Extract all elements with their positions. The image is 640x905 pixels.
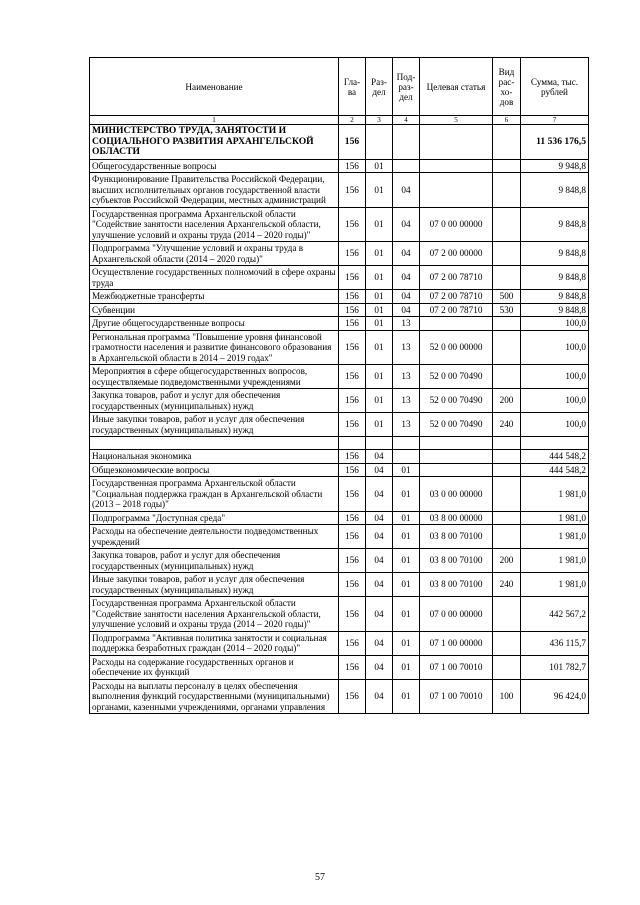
row-glava: 156	[339, 477, 366, 512]
row-sum: 100,0	[521, 317, 589, 331]
row-name: Межбюджетные трансферты	[90, 290, 339, 304]
row-glava: 156	[339, 511, 366, 525]
header-name: Наименование	[90, 58, 339, 116]
row-target: 07 2 00 78710	[420, 266, 493, 290]
row-vid	[493, 330, 521, 365]
table-row	[90, 242, 589, 266]
row-razdel: 01	[366, 303, 393, 317]
table-row	[90, 389, 589, 413]
row-name: Закупка товаров, работ и услуг для обеспечения государственных (муниципальных) нужд	[90, 389, 339, 413]
row-razdel: 01	[366, 266, 393, 290]
col-number: 7	[521, 116, 589, 125]
row-vid	[493, 597, 521, 632]
row-glava: 156	[339, 549, 366, 573]
row-glava: 156	[339, 290, 366, 304]
row-target	[420, 437, 493, 450]
column-number-row	[90, 116, 589, 125]
row-podrazdel	[393, 450, 420, 464]
row-glava: 156	[339, 365, 366, 389]
row-razdel: 01	[366, 365, 393, 389]
row-razdel: 01	[366, 317, 393, 331]
row-razdel: 04	[366, 463, 393, 477]
table-row	[90, 631, 589, 655]
row-podrazdel: 01	[393, 549, 420, 573]
row-sum: 444 548,2	[521, 463, 589, 477]
row-podrazdel: 01	[393, 525, 420, 549]
row-glava: 156	[339, 159, 366, 173]
row-target: 52 0 00 00000	[420, 330, 493, 365]
row-vid	[493, 450, 521, 464]
table-row	[90, 679, 589, 714]
col-number: 3	[366, 116, 393, 125]
row-podrazdel: 04	[393, 173, 420, 208]
row-target	[420, 317, 493, 331]
row-vid: 200	[493, 389, 521, 413]
row-name: Расходы на содержание государственных органов и обеспечение их функций	[90, 655, 339, 679]
table-row	[90, 655, 589, 679]
row-name: Мероприятия в сфере общегосударственных вопросов, осуществляемые подведомственными учреждениями	[90, 365, 339, 389]
row-glava: 156	[339, 573, 366, 597]
table-row	[90, 597, 589, 632]
row-name	[90, 437, 339, 450]
row-glava: 156	[339, 317, 366, 331]
row-razdel: 04	[366, 450, 393, 464]
row-vid	[493, 463, 521, 477]
row-target	[420, 463, 493, 477]
row-sum: 1 981,0	[521, 525, 589, 549]
row-glava: 156	[339, 463, 366, 477]
row-glava: 156	[339, 207, 366, 242]
row-target	[420, 450, 493, 464]
row-target: 52 0 00 70490	[420, 413, 493, 437]
row-sum	[521, 437, 589, 450]
row-razdel: 01	[366, 159, 393, 173]
row-podrazdel	[393, 159, 420, 173]
row-podrazdel: 13	[393, 317, 420, 331]
row-glava: 156	[339, 389, 366, 413]
row-razdel: 04	[366, 597, 393, 632]
row-target: 07 0 00 00000	[420, 207, 493, 242]
row-name: Подпрограмма "Улучшение условий и охраны труда в Архангельской области (2014 – 2020 годы)"	[90, 242, 339, 266]
row-name: Закупка товаров, работ и услуг для обеспечения государственных (муниципальных) нужд	[90, 549, 339, 573]
row-razdel: 01	[366, 242, 393, 266]
row-name: Расходы на обеспечение деятельности подведомственных учреждений	[90, 525, 339, 549]
row-vid	[493, 365, 521, 389]
table-row	[90, 317, 589, 331]
row-target: 03 8 00 70100	[420, 525, 493, 549]
row-sum: 9 848,8	[521, 303, 589, 317]
row-sum: 101 782,7	[521, 655, 589, 679]
col-number: 5	[420, 116, 493, 125]
table-row	[90, 413, 589, 437]
header-sum: Сумма, тыс. рублей	[521, 58, 589, 116]
row-name: Иные закупки товаров, работ и услуг для обеспечения государственных (муниципальных) нужд	[90, 413, 339, 437]
row-glava: 156	[339, 655, 366, 679]
row-podrazdel: 04	[393, 207, 420, 242]
table-row	[90, 511, 589, 525]
table-row	[90, 450, 589, 464]
row-sum: 444 548,2	[521, 450, 589, 464]
row-podrazdel: 04	[393, 242, 420, 266]
row-glava: 156	[339, 266, 366, 290]
row-target: 07 1 00 70010	[420, 679, 493, 714]
row-vid: 240	[493, 573, 521, 597]
row-name: Государственная программа Архангельской области "Содействие занятости населения Архангельской области, улучшение условий и охраны труда (2014 – 2020 годы)"	[90, 597, 339, 632]
row-name: Иные закупки товаров, работ и услуг для обеспечения государственных (муниципальных) нужд	[90, 573, 339, 597]
row-name: МИНИСТЕРСТВО ТРУДА, ЗАНЯТОСТИ И СОЦИАЛЬНОГО РАЗВИТИЯ АРХАНГЕЛЬСКОЙ ОБЛАСТИ	[90, 125, 339, 160]
row-razdel: 04	[366, 511, 393, 525]
row-sum: 9 948,8	[521, 159, 589, 173]
row-name: Государственная программа Архангельской области "Содействие занятости населения Архангельской области, улучшение условий и охраны труда (2014 – 2020 годы)"	[90, 207, 339, 242]
row-razdel: 01	[366, 207, 393, 242]
row-sum: 9 848,8	[521, 266, 589, 290]
row-name: Национальная экономика	[90, 450, 339, 464]
row-vid: 500	[493, 290, 521, 304]
row-name: Субвенции	[90, 303, 339, 317]
table-row	[90, 173, 589, 208]
table-row	[90, 159, 589, 173]
table-row	[90, 207, 589, 242]
row-name: Подпрограмма "Доступная среда"	[90, 511, 339, 525]
row-glava: 156	[339, 525, 366, 549]
row-name: Функционирование Правительства Российской Федерации, высших исполнительных органов государственной власти субъектов Российской Федерации, местных администраций	[90, 173, 339, 208]
row-glava: 156	[339, 125, 366, 160]
row-name: Подпрограмма "Активная политика занятости и социальная поддержка безработных граждан (2014 – 2020 годы)"	[90, 631, 339, 655]
row-sum: 1 981,0	[521, 477, 589, 512]
row-podrazdel: 01	[393, 573, 420, 597]
row-target: 03 8 00 70100	[420, 549, 493, 573]
row-vid: 100	[493, 679, 521, 714]
row-glava: 156	[339, 631, 366, 655]
row-name: Осуществление государственных полномочий в сфере охраны труда	[90, 266, 339, 290]
row-podrazdel: 01	[393, 597, 420, 632]
row-podrazdel: 01	[393, 631, 420, 655]
row-vid	[493, 631, 521, 655]
row-vid: 200	[493, 549, 521, 573]
row-vid	[493, 511, 521, 525]
row-vid	[493, 159, 521, 173]
row-target: 03 0 00 00000	[420, 477, 493, 512]
row-sum: 1 981,0	[521, 511, 589, 525]
row-podrazdel: 01	[393, 679, 420, 714]
row-glava: 156	[339, 450, 366, 464]
row-target: 03 8 00 70100	[420, 573, 493, 597]
row-sum: 100,0	[521, 330, 589, 365]
row-razdel	[366, 125, 393, 160]
row-target: 03 8 00 00000	[420, 511, 493, 525]
row-vid	[493, 317, 521, 331]
row-vid	[493, 525, 521, 549]
row-target	[420, 173, 493, 208]
row-sum: 442 567,2	[521, 597, 589, 632]
row-razdel	[366, 437, 393, 450]
table-row	[90, 303, 589, 317]
row-vid	[493, 655, 521, 679]
row-sum: 100,0	[521, 389, 589, 413]
row-name: Общеэкономические вопросы	[90, 463, 339, 477]
row-target: 07 0 00 00000	[420, 597, 493, 632]
col-number: 1	[90, 116, 339, 125]
row-razdel: 01	[366, 173, 393, 208]
row-sum: 9 848,8	[521, 242, 589, 266]
row-name: Общегосударственные вопросы	[90, 159, 339, 173]
row-razdel: 04	[366, 477, 393, 512]
row-razdel: 04	[366, 525, 393, 549]
row-target: 07 2 00 78710	[420, 303, 493, 317]
row-sum: 9 848,8	[521, 290, 589, 304]
row-vid	[493, 242, 521, 266]
row-podrazdel: 13	[393, 365, 420, 389]
row-razdel: 04	[366, 679, 393, 714]
row-podrazdel: 01	[393, 655, 420, 679]
row-sum: 100,0	[521, 365, 589, 389]
row-target: 52 0 00 70490	[420, 389, 493, 413]
row-sum: 11 536 176,5	[521, 125, 589, 160]
row-podrazdel: 13	[393, 413, 420, 437]
row-glava: 156	[339, 242, 366, 266]
header-razdel: Раз-дел	[366, 58, 393, 116]
table-row	[90, 573, 589, 597]
row-sum: 9 848,8	[521, 207, 589, 242]
row-razdel: 04	[366, 631, 393, 655]
row-name: Региональная программа "Повышение уровня финансовой грамотности населения и развитие финансового образования в Архангельской области в 2014 – 2019 годах"	[90, 330, 339, 365]
budget-table	[89, 57, 589, 714]
row-vid	[493, 266, 521, 290]
row-name: Другие общегосударственные вопросы	[90, 317, 339, 331]
row-podrazdel: 13	[393, 330, 420, 365]
row-target: 07 1 00 00000	[420, 631, 493, 655]
col-number: 6	[493, 116, 521, 125]
row-target: 07 1 00 70010	[420, 655, 493, 679]
row-glava: 156	[339, 413, 366, 437]
table-row	[90, 365, 589, 389]
row-vid	[493, 173, 521, 208]
row-razdel: 01	[366, 330, 393, 365]
row-razdel: 01	[366, 290, 393, 304]
header-row	[90, 58, 589, 116]
table-row	[90, 525, 589, 549]
row-sum: 96 424,0	[521, 679, 589, 714]
row-vid	[493, 477, 521, 512]
row-sum: 436 115,7	[521, 631, 589, 655]
table-row	[90, 463, 589, 477]
row-target: 07 2 00 00000	[420, 242, 493, 266]
row-sum: 100,0	[521, 413, 589, 437]
header-vid: Вид рас-хо-дов	[493, 58, 521, 116]
row-vid: 240	[493, 413, 521, 437]
row-vid	[493, 437, 521, 450]
table-row	[90, 549, 589, 573]
row-podrazdel: 04	[393, 266, 420, 290]
row-podrazdel: 04	[393, 303, 420, 317]
row-vid	[493, 207, 521, 242]
row-sum: 9 848,8	[521, 173, 589, 208]
table-row	[90, 125, 589, 160]
row-target: 07 2 00 78710	[420, 290, 493, 304]
row-glava: 156	[339, 330, 366, 365]
table-row	[90, 266, 589, 290]
row-podrazdel: 04	[393, 290, 420, 304]
table-row	[90, 437, 589, 450]
row-glava	[339, 437, 366, 450]
row-razdel: 01	[366, 413, 393, 437]
row-target	[420, 125, 493, 160]
row-razdel: 01	[366, 389, 393, 413]
row-vid	[493, 125, 521, 160]
row-razdel: 04	[366, 573, 393, 597]
table-body	[90, 125, 589, 714]
header-podrazdel: Под-раз-дел	[393, 58, 420, 116]
col-number: 4	[393, 116, 420, 125]
row-name: Расходы на выплаты персоналу в целях обеспечения выполнения функций государственными (муниципальными) органами, казенными учреждениями, органами управления	[90, 679, 339, 714]
header-glava: Гла-ва	[339, 58, 366, 116]
row-podrazdel: 13	[393, 389, 420, 413]
row-podrazdel: 01	[393, 477, 420, 512]
row-glava: 156	[339, 679, 366, 714]
row-sum: 1 981,0	[521, 549, 589, 573]
row-sum: 1 981,0	[521, 573, 589, 597]
row-razdel: 04	[366, 549, 393, 573]
row-glava: 156	[339, 597, 366, 632]
table-row	[90, 290, 589, 304]
row-razdel: 04	[366, 655, 393, 679]
row-podrazdel: 01	[393, 463, 420, 477]
header-target: Целевая статья	[420, 58, 493, 116]
row-podrazdel: 01	[393, 511, 420, 525]
row-podrazdel	[393, 437, 420, 450]
row-podrazdel	[393, 125, 420, 160]
table-row	[90, 330, 589, 365]
table-row	[90, 477, 589, 512]
row-target: 52 0 00 70490	[420, 365, 493, 389]
row-target	[420, 159, 493, 173]
row-glava: 156	[339, 173, 366, 208]
row-glava: 156	[339, 303, 366, 317]
col-number: 2	[339, 116, 366, 125]
page-number: 57	[315, 872, 325, 883]
row-vid: 530	[493, 303, 521, 317]
row-name: Государственная программа Архангельской области "Социальная поддержка граждан в Архангельской области (2013 – 2018 годы)"	[90, 477, 339, 512]
